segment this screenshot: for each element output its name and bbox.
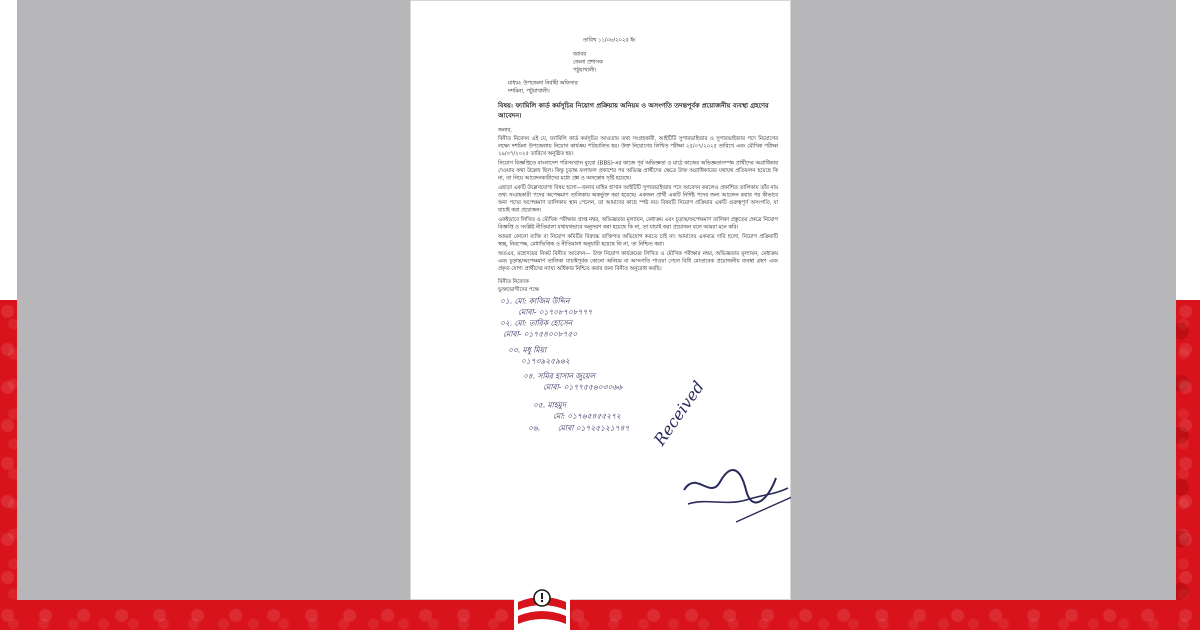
- paragraph: আমরা কোনো ব্যক্তি বা নিয়োগ কমিটির বিরুদ্ধে ব্যক্তিগত অভিযোগ করতে চাই না। আমাদের একমাত্র দাবি হলো, নিয়োগ প্রক্রিয়াটি স্বচ্ছ, নিরপেক্ষ, মেধাভিত্তিক ও নীতিমালা অনুযায়ী হয়েছে কি না, তা নিশ্চিত করা।: [498, 233, 778, 247]
- paragraph: এছাড়া একটি উল্লেখযোগ্য বিষয় হলো—জনাব মাহিম হাসান আইটিটি সুপারভাইজার পদে আবেদন করলেও প্রকাশিত তালিকায় তাঁর নাম তথ্য সংগ্রহকারী পদের অপেক্ষমাণ তালিকায় অন্তর্ভুক্ত করা হয়েছে। একজন প্রার্থী একটি নির্দিষ্ট পদের জন্য আবেদন করার পর কীভাবে অন্য পদের অপেক্ষমাণ তালিকায় স্থান পেলেন, তা আমাদের কাছে স্পষ্ট নয়। বিষয়টি নিয়োগ প্রক্রিয়ার একটি গুরুত্বপূর্ণ অসংগতি, যা যাচাই করা প্রয়োজন।: [498, 184, 778, 213]
- signatory: [498, 318, 778, 340]
- salutation: জনাব,: [498, 127, 512, 133]
- via-line-2: দশমিনা, পটুয়াখালী।: [508, 88, 550, 94]
- paragraph: নিয়োগ বিজ্ঞপ্তিতে বাংলাদেশ পরিসংখ্যান ব্যুরো (BBS)-এর কাজে পূর্ব অভিজ্ঞতা ও মাঠে কাজের অভিজ্ঞতাসম্পন্ন প্রার্থীদের অগ্রাধিকার দেওয়ার কথা উল্লেখ ছিল। কিন্তু চূড়ান্ত ফলাফল প্রকাশের পর অভিজ্ঞ প্রার্থীদের ক্ষেত্রে উক্ত অগ্রাধিকারের যথাযথ প্রতিফলন হয়েছে কি না, তা নিয়ে আবেদনকারীদের মধ্যে প্রশ্ন ও অসন্তোষ সৃষ্টি হয়েছে।: [498, 160, 778, 181]
- signatory-name: ০১. মো: কাজিম উদ্দিন: [500, 296, 570, 306]
- signatory-phone: মোবা- ০১৭৭৫৫৬০৩০৬৬: [543, 382, 623, 392]
- signatory: [498, 371, 778, 393]
- recipient-place: পটুয়াখালী।: [573, 67, 597, 73]
- recipient-block: [573, 50, 778, 74]
- paragraph: বিনীত নিবেদন এই যে, ফ্যামিলি কার্ড কর্মসূচির আওতায় তথ্য সংগ্রহকারী, আইটিটি সুপারভাইজার ও সুপারভাইজার পদে নিয়োগের লক্ষ্যে দশমিনা উপজেলায় নিয়োগ কার্যক্রম পরিচালিত হয়। উক্ত নিয়োগের লিখিত পরীক্ষা ২৫/০৭/২০২৫ তারিখে এবং মৌখিক পরীক্ষা ২৯/০৭/২০২৫ তারিখে অনুষ্ঠিত হয়।: [498, 135, 778, 157]
- signatory-phone: মো: ০১৭৬৫৪৫৫২৭২: [553, 411, 621, 421]
- signatory-name: ০৬.: [528, 423, 541, 433]
- paragraph: একইভাবে লিখিত ও মৌখিক পরীক্ষার প্রাপ্ত নম্বর, অভিজ্ঞতার মূল্যায়ন, মেধাক্রম এবং চূড়ান্ত/অপেক্ষমাণ তালিকা প্রস্তুতের ক্ষেত্রে নিয়োগ বিজ্ঞপ্তি ও সংশ্লিষ্ট নীতিমালা যথাযথভাবে অনুসরণ করা হয়েছে কি না, তা যাচাই করা প্রয়োজন বলে আমরা মনে করি।: [498, 216, 778, 230]
- signatory: [498, 345, 778, 367]
- signatory: [498, 296, 778, 318]
- via-line-1: মাধ্যম: উপজেলা নির্বাহী অফিসার: [508, 80, 578, 86]
- letter-subject: বিষয়: ফ্যামিলি কার্ড কর্মসূচির নিয়োগ প্রক্রিয়ায় অনিয়ম ও অসংগতি তদন্তপূর্বক প্রয়োজনীয় ব্যবস্থা গ্রহণের আবেদন।: [498, 102, 769, 120]
- closing-line-2: ভুক্তভোগীদের পক্ষে: [498, 286, 539, 293]
- signatory-list: [498, 296, 778, 434]
- signatory-phone: ০১৭৩৯২৫৯৬২: [521, 356, 570, 366]
- recipient-label: বরাবর: [573, 51, 587, 57]
- received-signature-icon: [676, 460, 791, 530]
- recipient-office: জেলা প্রশাসক: [573, 59, 603, 65]
- signatory-name: ০৫. মাহমুদ: [533, 400, 566, 410]
- received-stamp: Received: [650, 377, 708, 449]
- letter-body: [498, 36, 778, 434]
- publisher-logo-icon: [514, 588, 570, 630]
- signatory: [498, 423, 778, 434]
- via-block: [508, 79, 778, 95]
- paragraph: অতএব, মহোদয়ের নিকট বিনীত আবেদন— উক্ত নিয়োগ কার্যক্রমের লিখিত ও মৌখিক পরীক্ষার নম্বর, অভিজ্ঞতার মূল্যায়ন, মেধাক্রম এবং চূড়ান্ত/অপেক্ষমাণ তালিকা যাচাইপূর্বক কোনো অনিয়ম বা অসংগতি পাওয়া গেলে বিধি মোতাবেক প্রয়োজনীয় ব্যবস্থা গ্রহণ এবং প্রকৃত যোগ্য প্রার্থীদের ন্যায্য অধিকার নিশ্চিত করার জন্য বিনীত অনুরোধ করছি।: [498, 250, 778, 272]
- signatory-phone: মোবা- ০১৭৫৪০০৮৭৫০: [503, 329, 578, 339]
- signatory-phone: মোবা ০১৭২৫১২১৭৪৭: [557, 423, 630, 433]
- signatory-phone: মোবা- ০১৭০৮৭০৮৭৭৭: [518, 307, 593, 317]
- signatory-name: ০৩. মধু মিয়া: [508, 345, 547, 355]
- closing-line-1: বিনীত নিবেদক: [498, 278, 529, 285]
- signatory-name: ০৪. সমির হাসান জুয়েল: [523, 371, 596, 381]
- letter-date: তারিখ ১১/০৮/২০২৫ ইং: [583, 37, 636, 43]
- signatory: [498, 400, 778, 422]
- signatory-name: ০২. মো: তারিক হোসেন: [500, 318, 573, 328]
- scanned-letter: [410, 0, 791, 600]
- closing-block: [498, 278, 778, 294]
